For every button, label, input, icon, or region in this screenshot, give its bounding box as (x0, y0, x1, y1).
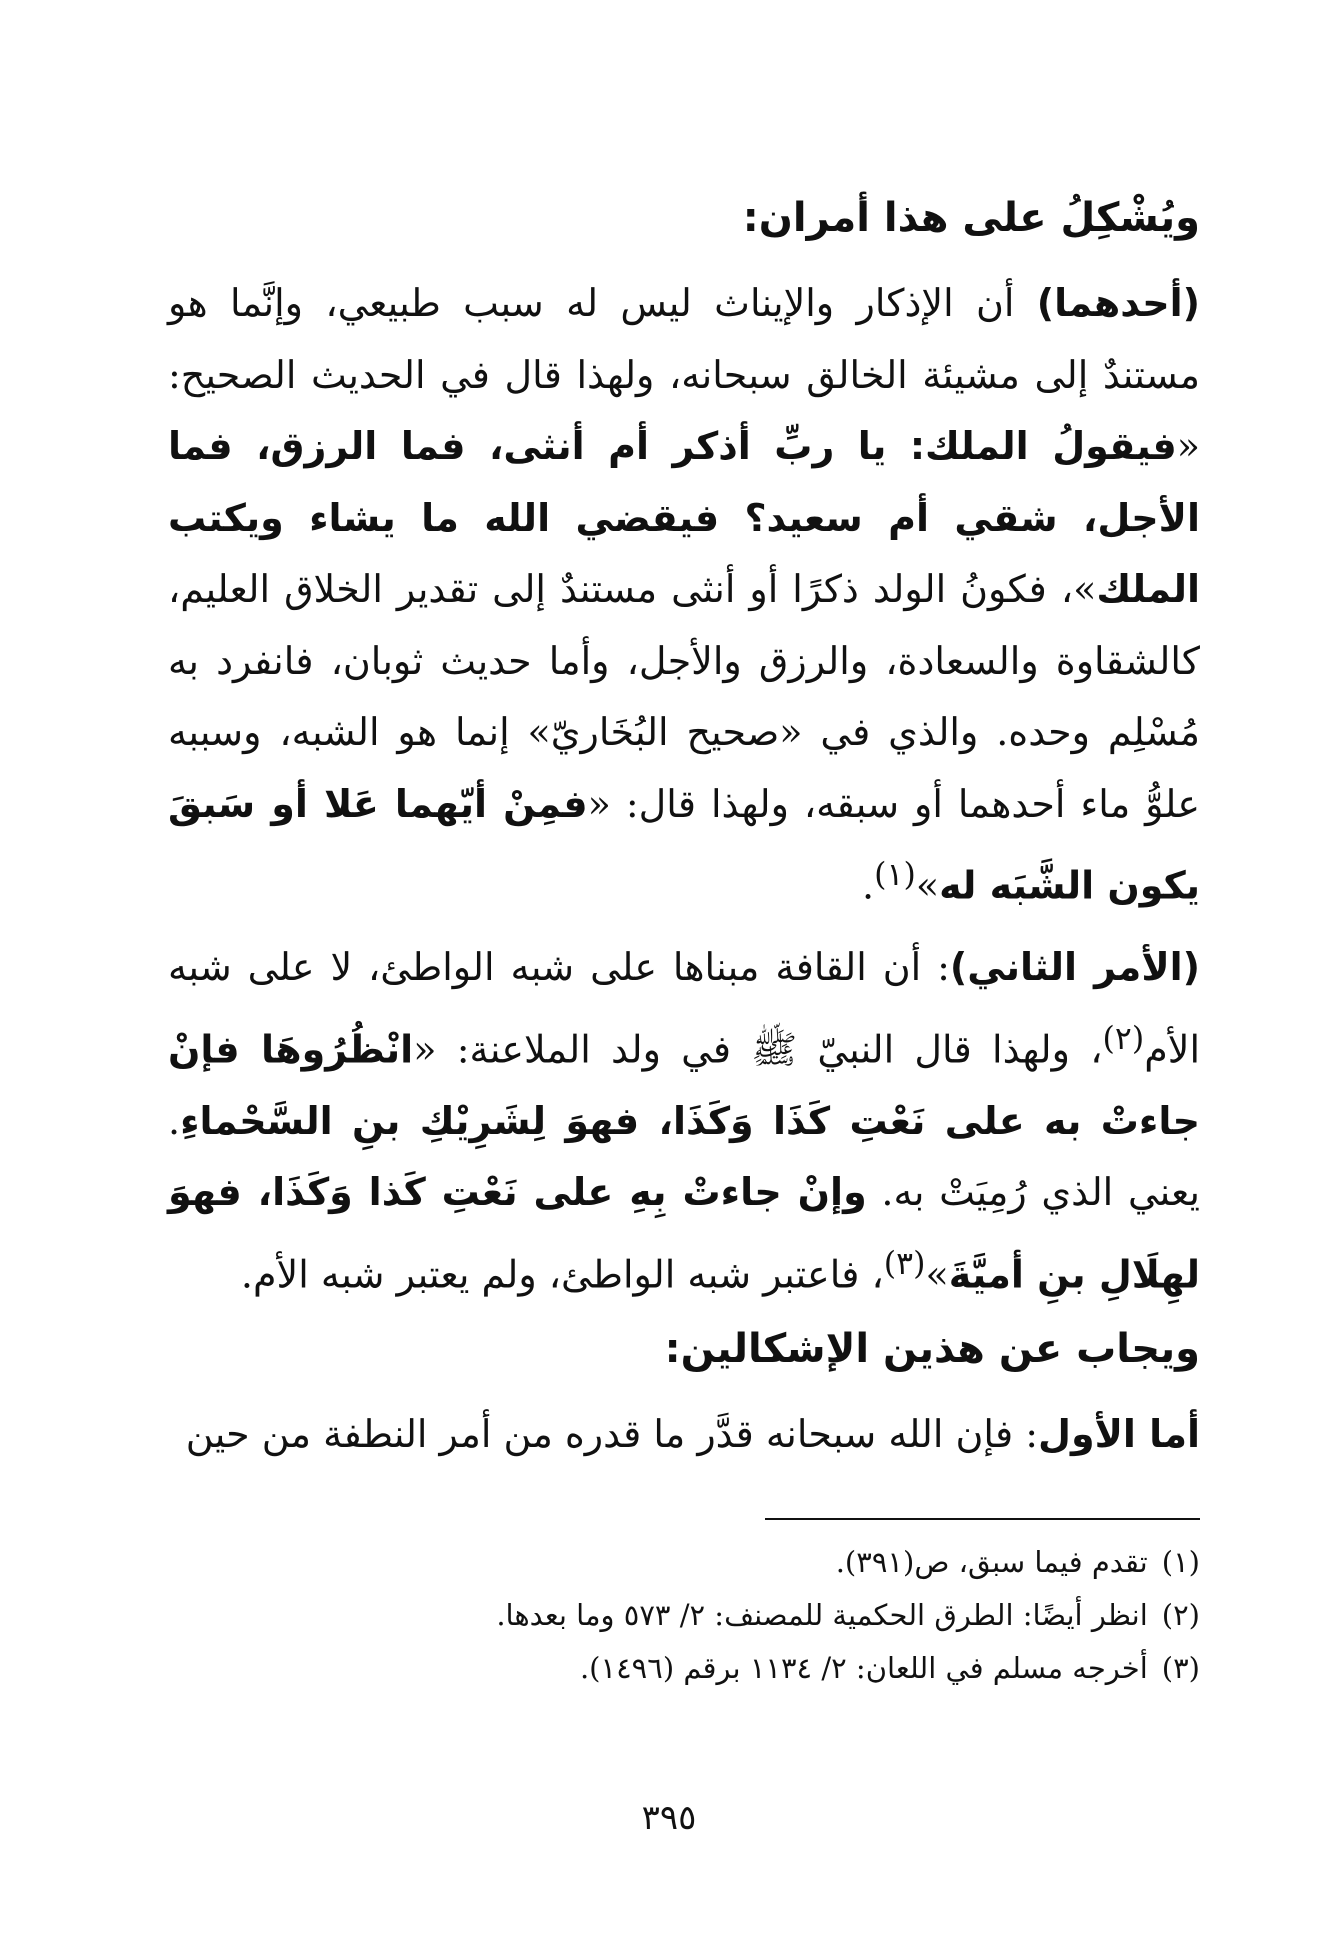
paragraph-text: ، فاعتبر شبه الواطئ، ولم يعتبر شبه الأم. (240, 1252, 884, 1297)
footnote-ref-2: (٢) (1102, 1020, 1145, 1057)
paragraph-text: : أن القافة مبناها على شبه الواطئ، لا على شبه الأم (168, 945, 1201, 1072)
footnote-ref-1: (١) (874, 857, 916, 893)
footnote-number: (٢) (1161, 1598, 1200, 1633)
page-body (168, 190, 1200, 1695)
hadith-quote: فمِنْ أيّهما عَلا أو سَبقَ يكون الشَّبَه له (168, 781, 1200, 908)
quote-close: » (925, 1252, 949, 1297)
footnote-number: (١) (1161, 1545, 1200, 1580)
paragraph-text: : فإن الله سبحانه قدَّر ما قدره من أمر النطفة من حين (185, 1411, 1039, 1456)
footnote-1 (168, 1536, 1200, 1589)
hadith-quote: فيقولُ الملك: يا ربِّ أذكر أم أنثى، فما الرزق، فما الأجل، شقي أم سعيد؟ فيقضي الله ما يشاء ويكتب الملك (168, 424, 1200, 611)
footnote-3 (168, 1642, 1200, 1695)
footnote-text: تقدم فيما سبق، ص(٣٩١). (835, 1545, 1148, 1580)
first-issue-label: (أحدهما) (1036, 281, 1200, 325)
footnote-number: (٣) (1161, 1651, 1200, 1686)
hadith-quote: انْظُرُوهَا فإنْ جاءتْ به على نَعْتِ كَذَا وَكَذَا، فهوَ لِشَرِيْكِ بنِ السَّحْماءِ (168, 1027, 1200, 1143)
answer-first-label: أما الأول (1038, 1411, 1200, 1456)
paragraph-second-issue (168, 932, 1200, 1311)
paragraph-text: . (862, 863, 875, 908)
paragraph-text: أن الإذكار والإيناث ليس له سبب طبيعي، وإنَّما هو مستندٌ إلى مشيئة الخالق سبحانه، ولهذا قال في الحديث الصحيح: « (168, 281, 1200, 468)
quote-close: » (915, 863, 940, 908)
section-heading-two-issues: ويُشْكِلُ على هذا أمران: (742, 195, 1200, 241)
footnotes (168, 1536, 1200, 1695)
footnote-text: أخرجه مسلم في اللعان: ٢/ ١١٣٤ برقم (١٤٩٦). (579, 1651, 1148, 1686)
paragraph-text: »، فكونُ الولد ذكرًا أو أنثى مستندٌ إلى تقدير الخلاق العليم، كالشقاوة والسعادة، والرزق والأجل، وأما حديث ثوبان، فانفرد به مُسْلِم وحده. والذي في «صحيح البُخَاريّ» إنما هو الشبه، وسببه علوُّ ماء أحدهما أو سبقه، ولهذا قال: « (168, 567, 1201, 826)
footnote-ref-3: (٣) (883, 1245, 926, 1282)
paragraph-first-issue (168, 268, 1200, 922)
footnote-text: انظر أيضًا: الطرق الحكمية للمصنف: ٢/ ٥٧٣ وما بعدها. (496, 1598, 1148, 1633)
section-heading-answers: ويجاب عن هذين الإشكالين: (664, 1325, 1200, 1372)
footnote-divider (765, 1518, 1200, 1520)
page-number: ٣٩٥ (641, 1798, 697, 1838)
footnote-2 (168, 1589, 1200, 1642)
paragraph-text: ، ولهذا قال النبيّ ﷺ في ولد الملاعنة: « (413, 1027, 1103, 1072)
second-issue-label: (الأمر الثاني) (949, 945, 1201, 990)
paragraph-text: . يعني الذي رُمِيَتْ به. (168, 1098, 1200, 1215)
hadith-quote: وإنْ جاءتْ بِهِ على نَعْتِ كَذا وَكَذَا، فهوَ لهِلَالِ بنِ أميَّةَ (168, 1170, 1200, 1297)
paragraph-answer-first (168, 1399, 1200, 1471)
